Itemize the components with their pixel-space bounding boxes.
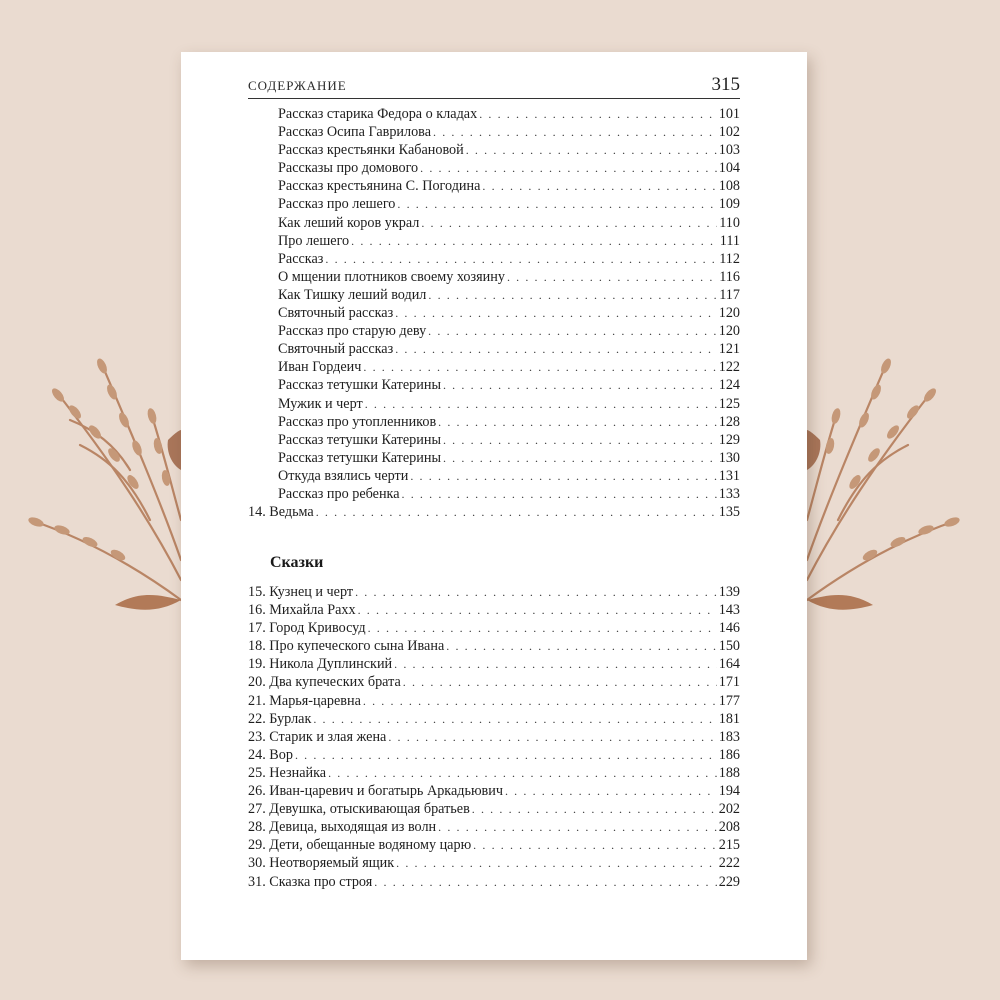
toc-entry-page: 116 [719,268,740,285]
toc-entry [248,395,740,413]
dot-leader [363,692,717,710]
dot-leader [403,673,717,691]
toc-entry-page: 183 [718,728,740,745]
toc-entry [248,141,740,159]
dot-leader [397,195,716,213]
toc-entry-page: 229 [718,873,740,890]
toc-entry-title: Рассказ про утопленников [278,413,437,430]
toc-entry [248,746,740,764]
toc-entry-page: 104 [718,160,740,177]
toc-entry [248,340,740,358]
toc-entry-page: 150 [718,638,740,655]
toc-entry-title: 20. Два купеческих брата [248,674,401,691]
dot-leader [363,358,716,376]
toc-entry [248,286,740,304]
toc-entry-page: 112 [719,250,740,267]
dot-leader [358,601,717,619]
dot-leader [365,395,717,413]
toc-entry-title: Святочный рассказ [278,305,394,322]
toc-entry-page: 111 [719,232,740,249]
toc-entry [248,836,740,854]
page-number: 315 [711,74,740,95]
toc-entry [248,637,740,655]
toc-entry [248,467,740,485]
toc-entry-page: 177 [718,692,740,709]
book-page [181,52,807,960]
toc-entry-title: 29. Дети, обещанные водяному царю [248,837,472,854]
toc-entry-title: 17. Город Кривосуд [248,620,366,637]
toc-entry [248,232,740,250]
toc-entry-title: Рассказ крестьянина С. Погодина [278,178,481,195]
toc-entry-page: 124 [718,377,740,394]
toc-entry-page: 133 [718,485,740,502]
toc-entry-title: 26. Иван-царевич и богатырь Аркадьювич [248,783,503,800]
toc-entry-title: Рассказы про домового [278,160,419,177]
toc-entry-title: 23. Старик и злая жена [248,728,387,745]
toc-entry-page: 208 [718,819,740,836]
dot-leader [402,485,717,503]
dot-leader [395,304,717,322]
toc-entry-title: 24. Вор [248,746,293,763]
dot-leader [325,250,717,268]
dot-leader [328,764,717,782]
toc-list-stories [248,105,740,521]
toc-entry-page: 202 [718,801,740,818]
toc-entry-page: 186 [718,746,740,763]
toc-entry-title: 25. Незнайка [248,764,327,781]
toc-entry-title: Мужик и черт [278,395,363,412]
toc-entry [248,214,740,232]
dot-leader [466,141,717,159]
toc-entry-page: 164 [718,656,740,673]
toc-entry-title: 14. Ведьма [248,504,314,521]
toc-entry-page: 103 [718,142,740,159]
toc-entry-title: Рассказ про старую деву [278,323,427,340]
dot-leader [443,376,717,394]
toc-entry [248,673,740,691]
dot-leader [316,503,717,521]
toc-entry-page: 146 [718,620,740,637]
dot-leader [295,746,717,764]
toc-entry-page: 108 [718,178,740,195]
toc-entry-title: 16. Михайла Рахх [248,602,356,619]
toc-entry [248,782,740,800]
toc-entry-title: Про лешего [278,232,350,249]
toc-entry [248,322,740,340]
toc-entry [248,728,740,746]
toc-entry [248,692,740,710]
section-heading: Сказки [270,554,324,571]
toc-entry-title: Откуда взялись черти [278,467,409,484]
toc-entry [248,449,740,467]
dot-leader [374,873,716,891]
dot-leader [355,583,717,601]
toc-entry-page: 130 [718,449,740,466]
toc-entry-page: 171 [718,674,740,691]
toc-entry-page: 121 [718,341,740,358]
toc-entry-title: Рассказ тетушки Катерины [278,431,441,448]
toc-entry-title: 18. Про купеческого сына Ивана [248,638,445,655]
toc-entry [248,583,740,601]
dot-leader [473,836,717,854]
toc-entry-page: 129 [718,431,740,448]
running-head [248,74,740,99]
toc-entry [248,195,740,213]
toc-entry-page: 110 [719,214,740,231]
dot-leader [472,800,717,818]
dot-leader [446,637,716,655]
toc-entry-page: 109 [718,196,740,213]
dot-leader [479,105,717,123]
toc-entry [248,358,740,376]
dot-leader [388,728,716,746]
toc-entry [248,873,740,891]
toc-entry-page: 102 [718,124,740,141]
toc-entry [248,177,740,195]
toc-entry-title: Рассказ Осипа Гаврилова [278,124,431,141]
dot-leader [482,177,716,195]
toc-entry-title: 21. Марья-царевна [248,692,361,709]
toc-entry-title: 31. Сказка про строя [248,873,373,890]
toc-entry-title: Рассказ про ребенка [278,485,400,502]
toc-entry-title: Иван Гордеич [278,359,362,376]
toc-entry [248,655,740,673]
dot-leader [507,268,717,286]
dot-leader [351,232,718,250]
dot-leader [443,449,717,467]
willow-branch-icon-left [27,357,181,610]
toc-entry-page: 120 [718,305,740,322]
toc-entry-title: Рассказ [278,250,324,267]
toc-entry-title: Рассказ крестьянки Кабановой [278,142,464,159]
toc-entry-title: Рассказ тетушки Катерины [278,377,441,394]
toc-entry [248,159,740,177]
toc-entry [248,376,740,394]
toc-entry [248,818,740,836]
toc-entry [248,601,740,619]
toc-entry [248,764,740,782]
toc-entry-page: 135 [718,504,740,521]
toc-entry-title: 28. Девица, выходящая из волн [248,819,437,836]
toc-entry-title: 15. Кузнец и черт [248,584,354,600]
toc-entry [248,854,740,872]
dot-leader [438,818,717,836]
toc-entry-page: 143 [718,602,740,619]
toc-entry-title: 22. Бурлак [248,710,312,727]
toc-entry-page: 125 [718,395,740,412]
toc-entry-page: 188 [718,764,740,781]
toc-entry [248,485,740,503]
toc-entry-title: Рассказ тетушки Катерины [278,449,441,466]
toc-entry-title: 30. Неотворяемый ящик [248,855,395,872]
dot-leader [394,655,717,673]
dot-leader [428,286,717,304]
dot-leader [313,710,716,728]
dot-leader [368,619,717,637]
toc-entry-page: 194 [718,783,740,800]
toc-entry-title: 19. Никола Дуплинский [248,656,393,673]
toc-entry-title: Как леший коров украл [278,214,420,231]
toc-entry [248,413,740,431]
toc-entry [248,268,740,286]
toc-entry [248,431,740,449]
dot-leader [396,854,717,872]
toc-entry-page: 117 [719,286,740,303]
toc-entry [248,304,740,322]
toc-entry [248,250,740,268]
toc-entry-page: 181 [718,710,740,727]
toc-entry [248,800,740,818]
toc-entry-page: 139 [718,584,740,600]
toc-list-tales [248,583,740,891]
toc-entry [248,123,740,141]
toc-entry-page: 101 [718,106,740,122]
dot-leader [410,467,716,485]
toc-entry-title: 27. Девушка, отыскивающая братьев [248,801,470,818]
toc-entry-title: Рассказ про лешего [278,196,396,213]
toc-entry-page: 222 [718,855,740,872]
toc-entry-page: 128 [718,413,740,430]
dot-leader [438,413,717,431]
dot-leader [395,340,717,358]
dot-leader [443,431,717,449]
toc-entry-title: Святочный рассказ [278,341,394,358]
dot-leader [505,782,717,800]
toc-entry [248,710,740,728]
toc-entry-title: О мщении плотников своему хозяину [278,268,505,285]
willow-branch-icon-right [807,357,961,610]
dot-leader [421,214,717,232]
dot-leader [433,123,717,141]
toc-entry-page: 120 [718,323,740,340]
dot-leader [428,322,717,340]
toc-entry-page: 215 [718,837,740,854]
toc-entry [248,503,740,521]
toc-entry [248,105,740,123]
toc-entry-page: 131 [718,467,740,484]
toc-entry-title: Рассказ старика Федора о кладах [278,106,478,122]
dot-leader [420,159,717,177]
toc-entry-title: Как Тишку леший водил [278,286,427,303]
toc-entry [248,619,740,637]
running-head-title: СОДЕРЖАНИЕ [248,78,347,93]
toc-entry-page: 122 [718,359,740,376]
